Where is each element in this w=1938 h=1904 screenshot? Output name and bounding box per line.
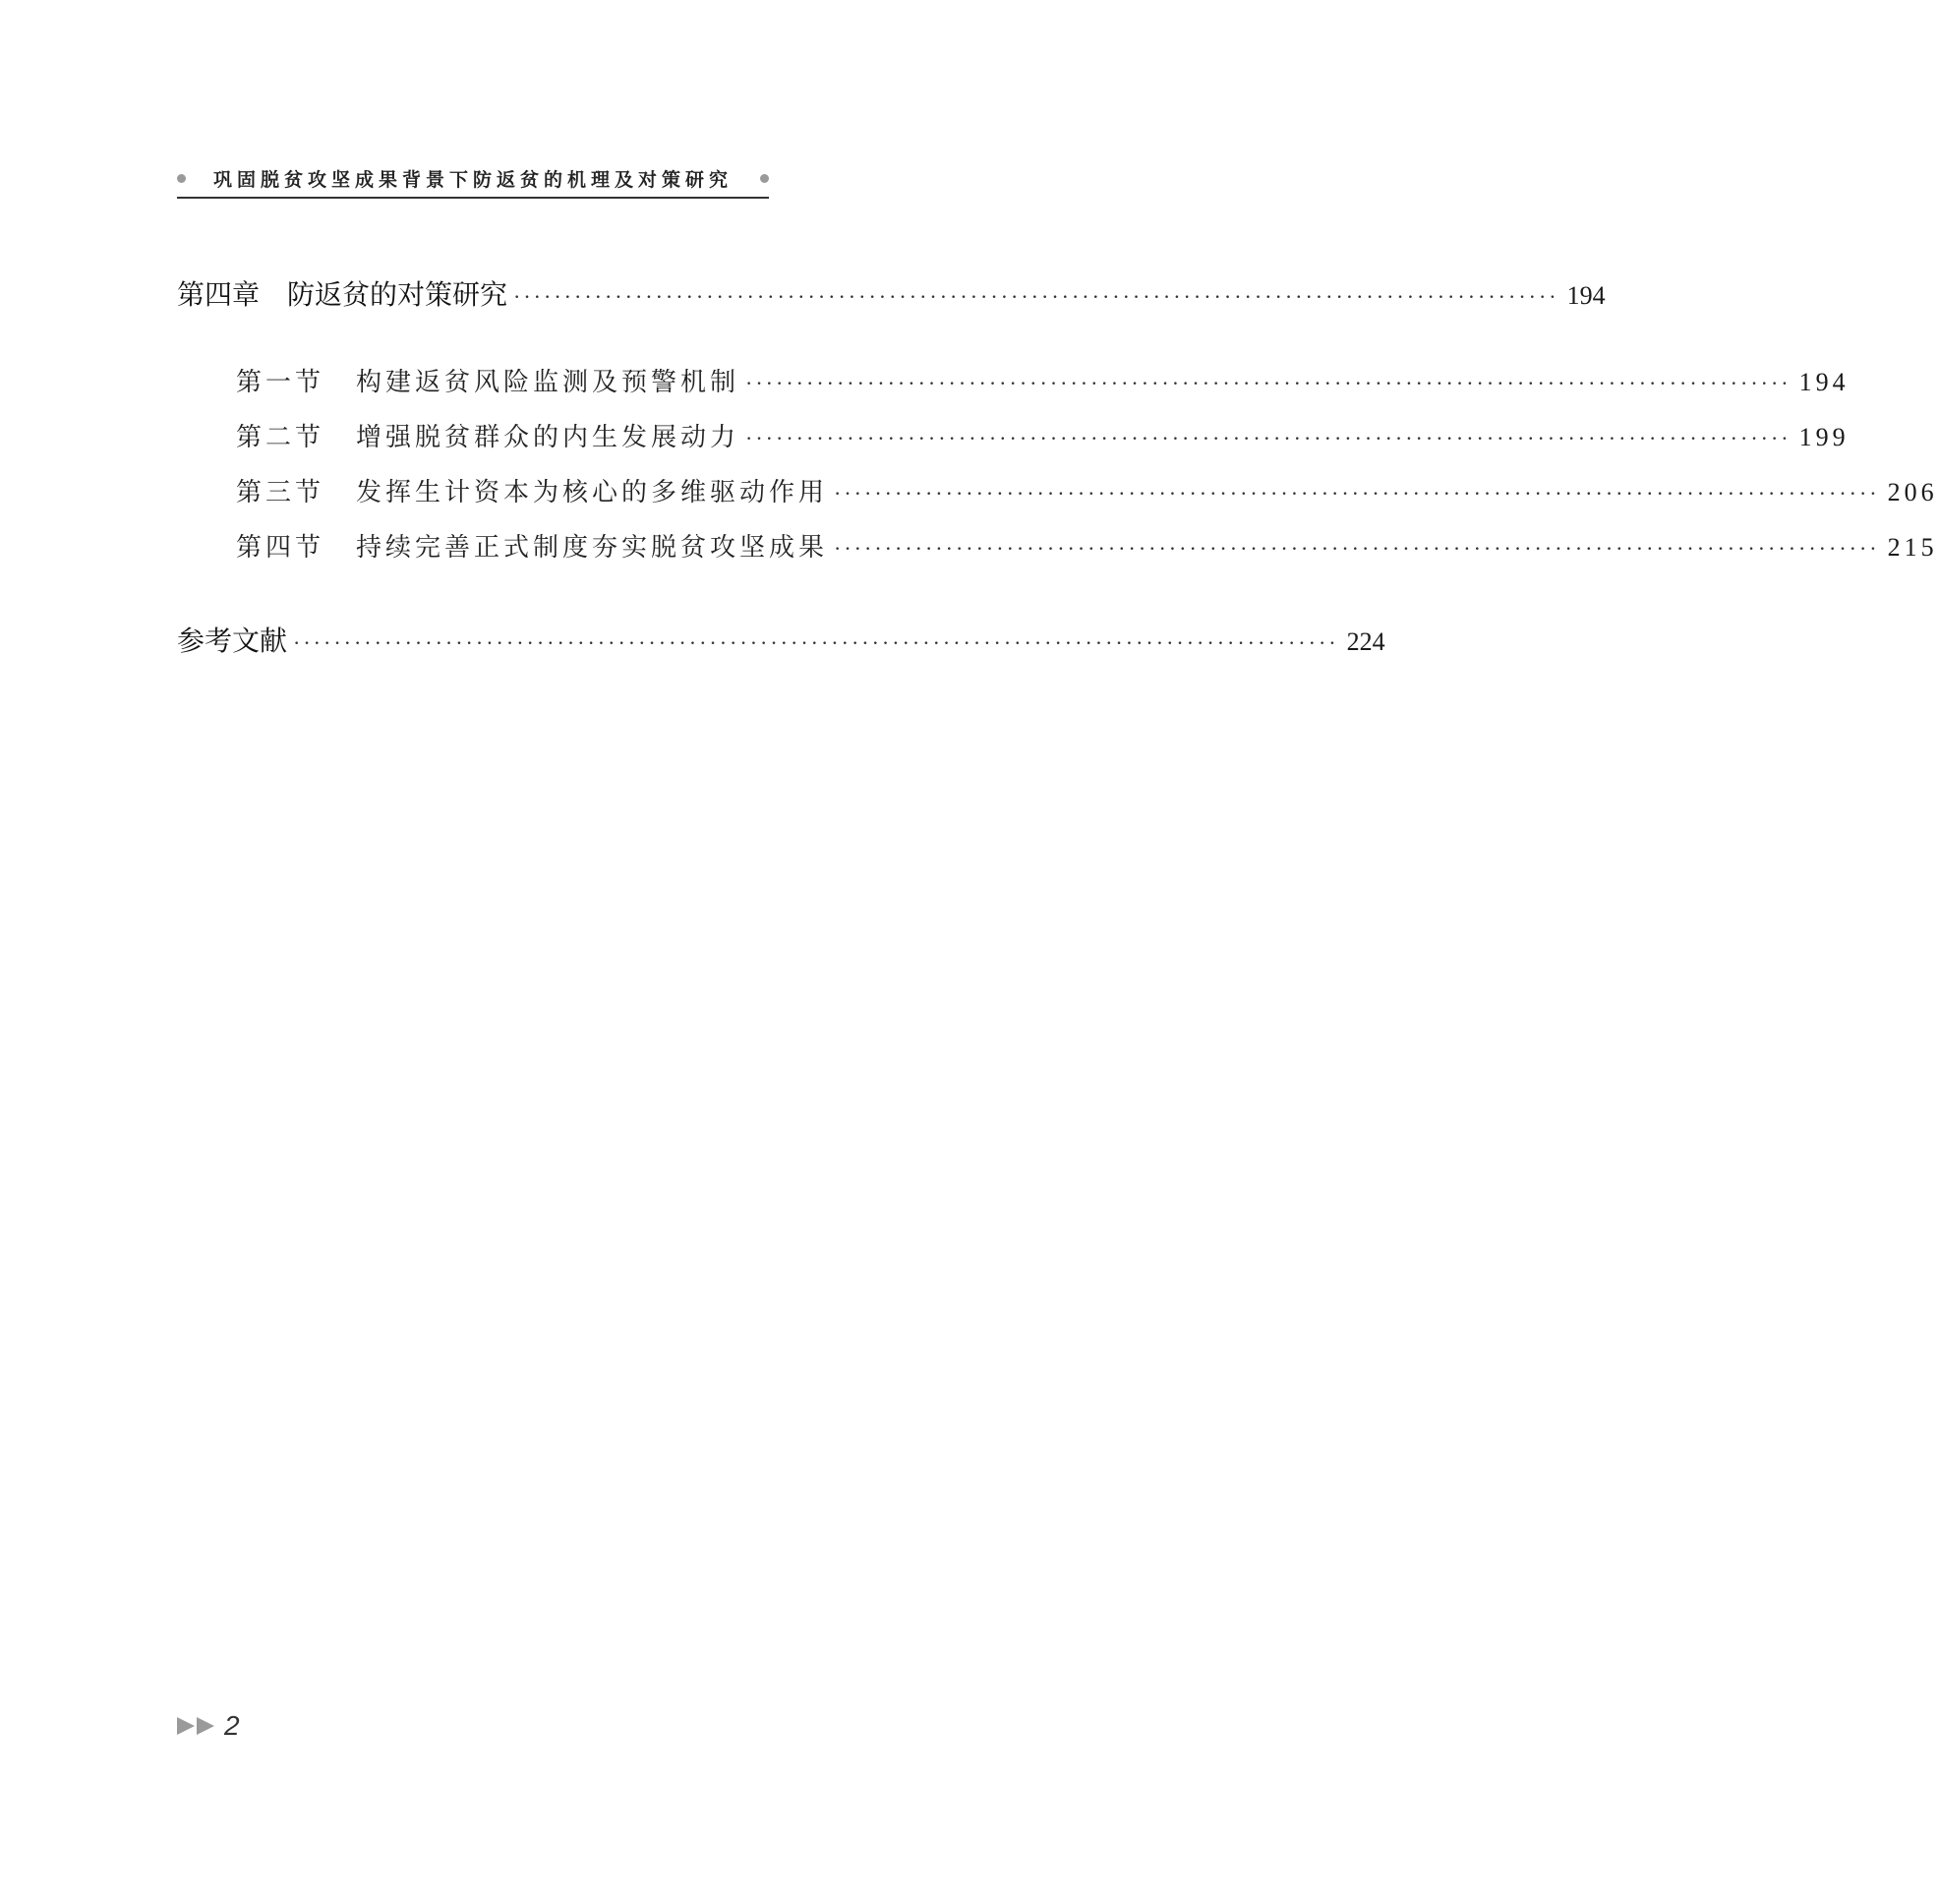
section-label: 第三节 (236, 478, 325, 507)
chapter-label: 第四章 (177, 278, 261, 311)
dot-leader: ······································································································· (834, 481, 1880, 506)
page-folio (177, 1710, 240, 1742)
running-header (177, 163, 769, 199)
references-page-number: 224 (1346, 627, 1385, 656)
section-label: 第一节 (236, 368, 325, 397)
references-title: 参考文献 (177, 625, 288, 657)
page-number: 2 (224, 1710, 240, 1741)
chapter-page-number: 194 (1566, 281, 1606, 310)
toc-section-entry[interactable] (177, 417, 1850, 472)
section-title: 构建返贫风险监测及预警机制 (356, 368, 740, 397)
header-right-dot-icon (760, 174, 769, 183)
section-label: 第四节 (236, 533, 325, 563)
section-page-number: 215 (1887, 533, 1938, 562)
section-page-number: 199 (1798, 423, 1850, 451)
section-list (177, 362, 1938, 582)
chapter-title: 防返贫的对策研究 (287, 278, 508, 311)
dot-leader: ······································································································· (513, 284, 1559, 309)
section-title: 发挥生计资本为核心的多维驱动作用 (356, 478, 829, 507)
section-title: 增强脱贫群众的内生发展动力 (356, 423, 740, 452)
dot-leader: ······································································································· (745, 426, 1791, 450)
table-of-contents (177, 273, 1938, 667)
dot-leader: ······································································································· (745, 371, 1791, 395)
running-header-title: 巩固脱贫攻坚成果背景下防返贫的机理及对策研究 (212, 168, 733, 191)
section-title: 持续完善正式制度夯实脱贫攻坚成果 (356, 533, 829, 563)
dot-leader: ······································································································· (834, 536, 1880, 561)
toc-section-entry[interactable] (177, 472, 1938, 527)
double-right-triangle-icon (177, 1717, 216, 1735)
toc-references-entry[interactable] (177, 620, 1385, 667)
toc-section-entry[interactable] (177, 527, 1938, 582)
header-left-dot-icon (177, 174, 186, 183)
section-page-number: 206 (1887, 478, 1938, 506)
dot-leader: ······································································································· (293, 630, 1339, 655)
section-page-number: 194 (1798, 368, 1850, 396)
toc-section-entry[interactable] (177, 362, 1850, 417)
toc-chapter-entry[interactable] (177, 273, 1606, 321)
section-label: 第二节 (236, 423, 325, 452)
